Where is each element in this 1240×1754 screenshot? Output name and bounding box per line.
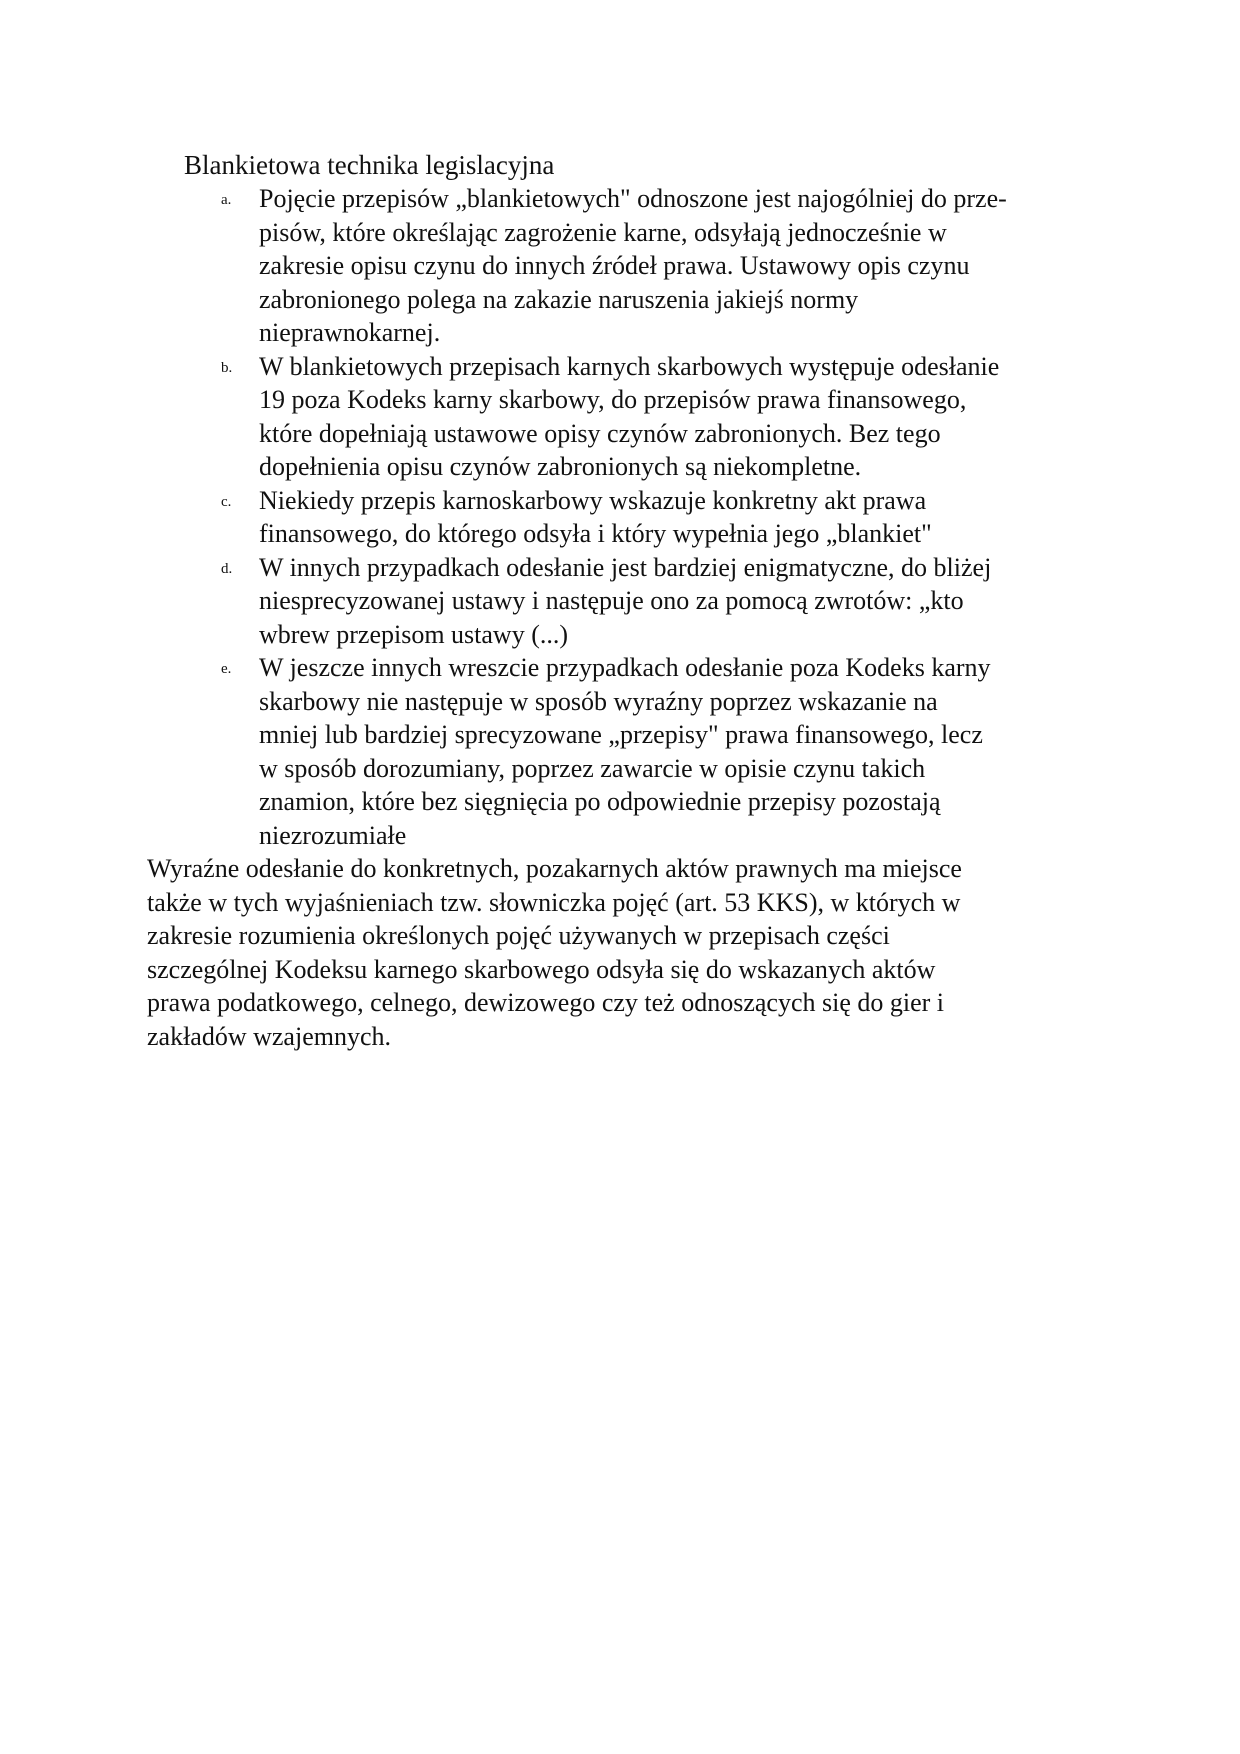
text-line: w sposób dorozumiany, poprzez zawarcie w opisie czynu takich (259, 753, 926, 783)
text-line: mniej lub bardziej sprecyzowane „przepisy" prawa finansowego, lecz (259, 720, 983, 749)
text-line: finansowego, do którego odsyła i który wypełnia jego „blankiet" (259, 519, 932, 548)
list-item-a (184, 182, 1104, 350)
text-line: zakładów wzajemnych. (147, 1021, 392, 1051)
list-item-b (184, 350, 1104, 484)
text-line: nieprawnokarnej. (259, 318, 441, 347)
list-marker: d. (221, 560, 233, 577)
list-item-e (184, 651, 1104, 852)
text-line: zakresie opisu czynu do innych źródeł prawa. Ustawowy opis czynu (259, 251, 970, 280)
list-marker: a. (221, 192, 232, 208)
text-line: dopełnienia opisu czynów zabronionych są niekompletne. (259, 452, 862, 481)
text-line: szczególnej Kodeksu karnego skarbowego odsyła się do wskazanych aktów (147, 954, 936, 984)
text-line: niezrozumiałe (259, 820, 407, 850)
text-line: które dopełniają ustawowe opisy czynów zabronionych. Bez tego (259, 418, 941, 448)
text-line: Pojęcie przepisów „blankietowych" odnoszone jest najogólniej do prze- (259, 184, 1007, 213)
text-line: znamion, które bez sięgnięcia po odpowiednie przepisy pozostają (259, 787, 941, 816)
closing-paragraph (147, 852, 1107, 1053)
text-line: niesprecyzowanej ustawy i następuje ono za pomocą zwrotów: „kto (259, 586, 964, 615)
text-line: prawa podatkowego, celnego, dewizowego czy też odnoszących się do gier i (147, 988, 945, 1017)
list-marker: b. (221, 359, 233, 376)
text-line: pisów, które określając zagrożenie karne, odsyłają jednocześnie w (259, 217, 947, 247)
text-line: także w tych wyjaśnieniach tzw. słowniczka pojęć (art. 53 KKS), w których w (147, 887, 961, 917)
text-line: W jeszcze innych wreszcie przypadkach odesłanie poza Kodeks karny (259, 653, 991, 682)
text-line: wbrew przepisom ustawy (...) (259, 619, 569, 649)
text-line: zakresie rozumienia określonych pojęć używanych w przepisach części (147, 921, 890, 950)
text-line: zabronionego polega na zakazie naruszenia jakiejś normy (259, 284, 859, 314)
list-marker: c. (221, 493, 232, 510)
text-line: Wyraźne odesłanie do konkretnych, pozakarnych aktów prawnych ma miejsce (147, 854, 962, 883)
text-line: 19 poza Kodeks karny skarbowy, do przepisów prawa finansowego, (259, 385, 967, 414)
text-line: W blankietowych przepisach karnych skarbowych występuje odesłanie (259, 351, 1000, 381)
list-item-d (184, 551, 1104, 652)
definition-list (184, 182, 1104, 852)
document-heading: Blankietowa technika legislacyjna (184, 150, 555, 180)
list-item-c (184, 484, 1104, 551)
text-line: Niekiedy przepis karnoskarbowy wskazuje konkretny akt prawa (259, 485, 927, 515)
list-marker: e. (221, 661, 232, 677)
text-line: W innych przypadkach odesłanie jest bardziej enigmatyczne, do bliżej (259, 552, 992, 582)
text-line: skarbowy nie następuje w sposób wyraźny poprzez wskazanie na (259, 686, 938, 716)
